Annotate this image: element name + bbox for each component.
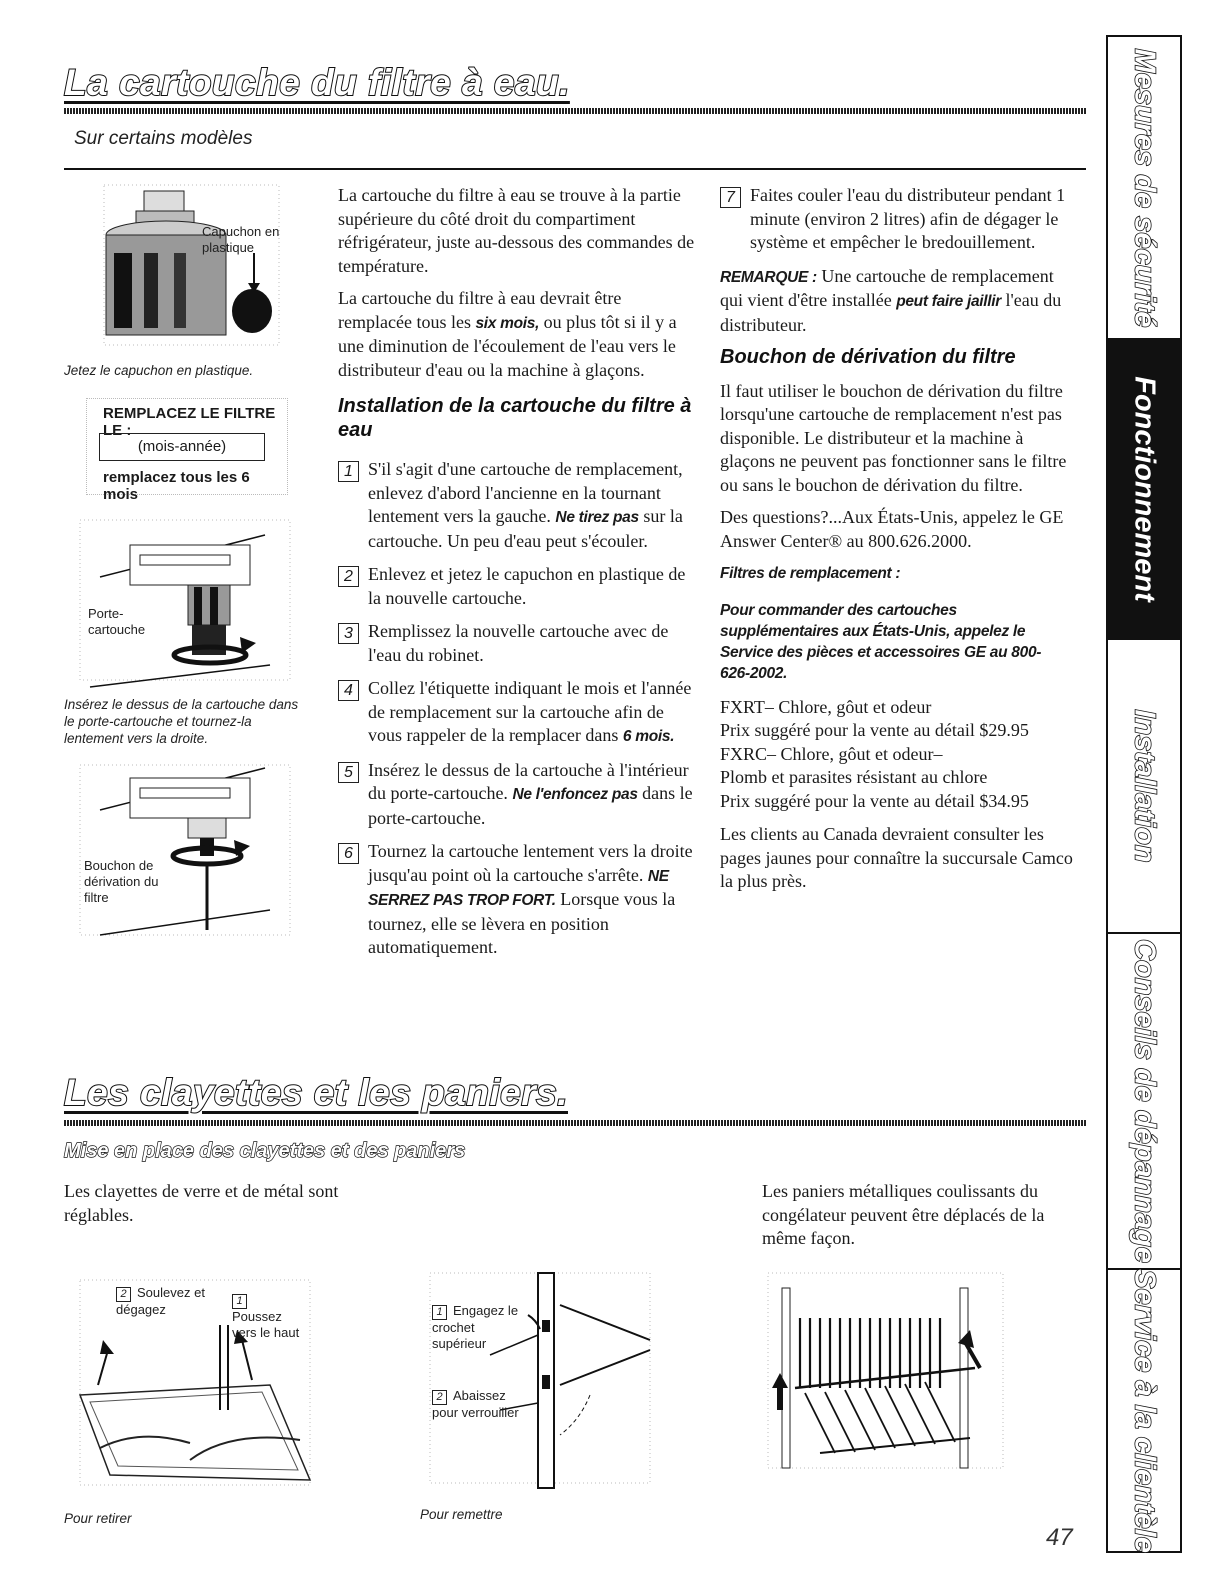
installation-heading: Installation de la cartouche du filtre à eau	[338, 395, 692, 441]
section-subtitle: Sur certains modèles	[74, 128, 253, 149]
questions-paragraph: Des questions?...Aux États-Unis, appelez le GE Answer Center® au 800.626.2000.	[720, 507, 1064, 551]
shelf-remove-step-2: 2 Soulevez et dégagez	[116, 1285, 205, 1317]
filter-line: Prix suggéré pour la vente au détail $29.95	[720, 720, 1029, 740]
remarque-paragraph: REMARQUE : Une cartouche de remplacement qui vient d'être installée peut faire jaillir l'eau du distributeur.	[720, 265, 1062, 335]
section-divider	[64, 168, 1086, 170]
bypass-heading: Bouchon de dérivation du filtre	[720, 346, 1016, 368]
column-3	[720, 184, 1080, 903]
tab-troubleshooting[interactable]: Conseils de dépannage	[1108, 934, 1180, 1270]
figure-basket	[760, 1268, 1010, 1478]
filter-price-list	[720, 696, 1080, 814]
install-step-7: 7 Faites couler l'eau du distributeur pendant 1 minute (environ 2 litres) afin de dégager le système et empêcher le bredouillement.	[720, 184, 1080, 255]
order-text: Pour commander des cartouches supplémentaires aux États-Unis, appelez le Service des pièces et accessoires GE au 800-626-2002.	[720, 601, 1042, 682]
figure-cartridge-holder	[70, 515, 300, 690]
shelf-replace-illustration	[420, 1265, 660, 1490]
tab-installation[interactable]: Installation	[1108, 640, 1180, 934]
install-step-3: 3 Remplissez la nouvelle cartouche avec de l'eau du robinet.	[338, 620, 698, 667]
replace-date-sticker	[86, 398, 288, 503]
title-dotted-rule-2	[64, 1120, 1086, 1126]
filter-line: Plomb et parasites résistant au chlore	[720, 767, 988, 787]
page-number: 47	[1046, 1524, 1073, 1551]
filter-line: FXRC– Chlore, gôut et odeur–	[720, 743, 943, 764]
shelf-replace-caption: Pour remettre	[420, 1507, 503, 1522]
cartridge-holder-illustration	[70, 515, 300, 690]
title-dotted-rule	[64, 108, 1086, 114]
shelf-remove-caption: Pour retirer	[64, 1511, 132, 1526]
column-2	[338, 184, 698, 970]
holder-label: Porte-cartouche	[88, 606, 146, 637]
sticker-date-field: (mois-année)	[99, 433, 265, 461]
bypass-label: Bouchon de dérivation du filtre	[84, 858, 159, 905]
filter-location-paragraph: La cartouche du filtre à eau se trouve à la partie supérieure du côté droit du compartiment réfrigérateur, juste au-dessous des commandes de température.	[338, 185, 695, 276]
shelves-text-right: Les paniers métalliques coulissants du congélateur peuvent être déplacés de la même façon.	[762, 1181, 1045, 1248]
tab-safety[interactable]: Mesures de sécurité	[1108, 37, 1180, 340]
sticker-title: REMPLACEZ LE FILTRE LE :	[103, 405, 276, 439]
cap-caption: Jetez le capuchon en plastique.	[64, 363, 254, 378]
figure-bypass-plug	[70, 760, 300, 945]
install-step-5: 5 Insérez le dessus de la cartouche à l'intérieur du porte-cartouche. Ne l'enfoncez pas dans le porte-cartouche.	[338, 759, 698, 831]
figure-shelf-replace	[420, 1265, 660, 1490]
figure-cartridge-cap	[84, 183, 289, 353]
shelves-subheading: Mise en place des clayettes et des paniers	[64, 1140, 466, 1162]
install-step-4: 4 Collez l'étiquette indiquant le mois et l'année de remplacement sur la cartouche afin de vous rappeler de la remplacer dans 6 mois.	[338, 677, 698, 749]
install-step-2: 2 Enlevez et jetez le capuchon en plastique de la nouvelle cartouche.	[338, 563, 698, 610]
cap-label: Capuchon en plastique	[202, 224, 280, 255]
shelf-replace-step-2: 2 Abaissez pour verrouiller	[432, 1388, 519, 1420]
tab-operation[interactable]: Fonctionnement	[1108, 340, 1180, 640]
cartridge-cap-illustration	[84, 183, 289, 353]
sticker-note: remplacez tous les 6 mois	[103, 469, 250, 503]
filter-line: FXRT– Chlore, gôut et odeur	[720, 696, 932, 717]
section-title-filter: La cartouche du filtre à eau.	[64, 62, 570, 103]
section-tabs-sidebar	[1106, 35, 1182, 1553]
tab-customer-service[interactable]: Service à la clientèle	[1128, 1268, 1161, 1553]
bypass-paragraph: Il faut utiliser le bouchon de dérivation du filtre lorsqu'une cartouche de remplacement n'est pas disponible. Le distributeur et la machine à glaçons ne peuvent pas fonctionner sans le filtre ou sans le bouchon de dérivation du filtre.	[720, 380, 1067, 495]
shelf-replace-step-1: 1 Engagez le crochet supérieur	[432, 1303, 519, 1351]
canada-paragraph: Les clients au Canada devraient consulter les pages jaunes pour connaître la succursale Camco la plus près.	[720, 824, 1073, 891]
shelves-text-left: Les clayettes de verre et de métal sont réglables.	[64, 1181, 339, 1225]
basket-illustration	[760, 1268, 1010, 1478]
shelf-remove-step-1: 1Poussez vers le haut	[232, 1295, 300, 1340]
holder-caption: Insérez le dessus de la cartouche dans le porte-cartouche et tournez-la lentement vers la droite.	[64, 697, 299, 746]
install-step-1: 1 S'il s'agit d'une cartouche de remplacement, enlevez d'abord l'ancienne en la tournant lentement vers la gauche. Ne tirez pas sur la cartouche. Un peu d'eau peut s'écouler.	[338, 458, 698, 553]
bypass-plug-illustration	[70, 760, 300, 945]
install-step-6: 6 Tournez la cartouche lentement vers la droite jusqu'au point où la cartouche s'arrête. NE SERREZ PAS TROP FORT. Lorsque vous la tournez, elle se lèvera en position automatiquement.	[338, 840, 698, 960]
filter-line: Prix suggéré pour la vente au détail $34.95	[720, 790, 1029, 811]
filter-replace-paragraph: La cartouche du filtre à eau devrait être remplacée tous les six mois, ou plus tôt si il y a une diminution de l'écoulement de l'eau vers le distributeur d'eau ou la machine à glaçons.	[338, 288, 677, 380]
filters-heading: Filtres de remplacement :	[720, 565, 901, 582]
section-title-shelves: Les clayettes et les paniers.	[64, 1072, 568, 1113]
